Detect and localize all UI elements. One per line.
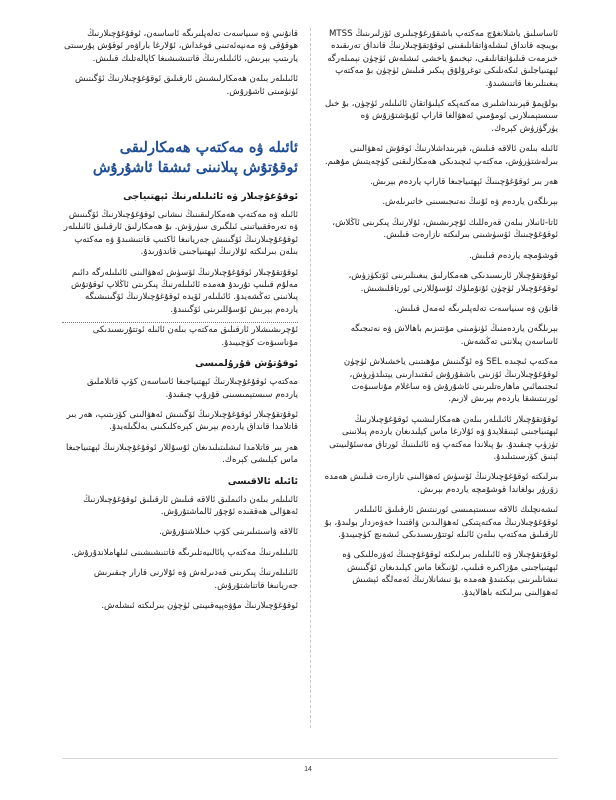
section-title-line-2: ئوقۇتۇش پىلانىنى ئىشقا ئاشۇرۇش [92, 159, 298, 177]
paragraph: ئائىلىلەر بىلەن ھەمكارلىشىش ئارقىلىق ئوقۇغۇچىلارنىڭ ئۆگىنىش ئۈنۈمىنى ئاشۇرۇش. [75, 74, 298, 97]
section-title-line-1: ئائىلە ۋە مەكتەپ ھەمكارلىقى [119, 139, 298, 157]
spacer [62, 106, 298, 128]
paragraph: ئاتا-ئانىلار بىلەن قەرەللىك ئۇچرىشىش، ئۇلارنىڭ پىكرىنى ئاڭلاش، ئوقۇغۇچىنىڭ ئۆسۈشىنى بىرلىكتە نازارەت قىلىش. [332, 217, 558, 241]
paragraph: ئوقۇتقۇچىلار ئوقۇغۇچىلارنىڭ ئۆسۈش ئەھۋالىنى ئائىلىلەرگە دائىم مەلۇم قىلىپ تۇرىدۇ ھەمدە ئائىلىلەرنىڭ پىكرىنى ئاڭلاپ ئوقۇتۇش پىلانىنى تەڭشەيدۇ. ئائىلىلەر ئۆيدە ئوقۇغۇچىلارنىڭ ئۆگىنىشىگە ياردەم بېرىش ئۇسۇللىرىنى ئۆگىنىدۇ. [71, 267, 298, 315]
column-divider [310, 28, 311, 728]
right-column [322, 28, 558, 607]
dotted-separator [62, 322, 298, 323]
paragraph: ئوقۇتقۇچىلار ئوقۇغۇچىلارنىڭ ئۆگىنىش ئەھۋالىنى كۆزىتىپ، ھەر بىر قاتلامدا قانداق ياردەم بېرىش كېرەكلىكىنى بەلگىلەيدۇ. [66, 409, 298, 433]
left-column [62, 28, 298, 620]
paragraph: ئائىلە بىلەن ئالاقە قىلىش، قېرىنداشلارنىڭ ئوقۇش ئەھۋالىنى بىرلەشتۈرۈش، مەكتەپ ئىچىدىكى ھەمكارلىقنى كۈچەيتىش مۇھىم. [324, 144, 558, 167]
paragraph: مەكتەپ ئىچىدە SEL ۋە ئۆگىنىش مۇھىتىنى ياخشىلاش ئۈچۈن ئوقۇغۇچىلارنىڭ ئۆزىنى باشقۇرۇش ئىقتىدارىنى يېتىلدۈرۈش، ئىجتىمائىي ماھارەتلىرىنى ئاشۇرۇش ۋە ساغلام مۇناسىۋەت ئورنىتىشقا ياردەم بېرىش لازىم. [343, 357, 558, 405]
paragraph: قانۇن ۋە سىياسەت تەلەپلىرىگە ئەمەل قىلىش. [394, 303, 558, 314]
section-title [62, 138, 298, 178]
subheading: ئائىلە ئالاقىسى [227, 475, 298, 487]
paragraph: ئائىلىلەرنىڭ پىكرىنى قەدىرلەش ۋە ئۇلارنى قارار چىقىرىش جەريانىغا قاتناشتۇرۇش. [93, 568, 298, 591]
paragraph: ئائىلە ۋە مەكتەپ ھەمكارلىقىنىڭ نىشانى ئوقۇغۇچىلارنىڭ ئۆگىنىش ۋە تەرەققىياتىنى ئىلگىرى سۈرۈش. بۇ ھەمكارلىق ئارقىلىق ئائىلىلەر ئوقۇغۇچىلارنىڭ ئۆگىنىش جەريانىغا ئاكتىپ قاتنىشىدۇ ۋە مەكتەپ بىلەن بىرلىكتە ئۇلارنىڭ ئېھتىياجىنى قاندۇرىدۇ. [63, 210, 298, 258]
paragraph: ئىشەنچلىك ئالاقە سىستېمىسى ئورنىتىش ئارقىلىق ئائىلىلەر ئوقۇغۇچىلارنىڭ مەكتەپتىكى ئەھۋالىدىن ۋاقتىدا خەۋەردار بولىدۇ، بۇ ئارقىلىق مەكتەپ بىلەن ئائىلە ئوتتۇرىسىدىكى ئىشەنچ كۈچىيىدۇ. [324, 505, 558, 540]
paragraph: ئۇچرىشىشلار ئارقىلىق مەكتەپ بىلەن ئائىلە ئوتتۇرىسىدىكى مۇناسىۋەت كۈچىيىدۇ. [92, 325, 298, 348]
paragraph: قوشۇمچە ياردەم قىلىش. [468, 250, 558, 261]
paragraph: ئائىلىلەرنىڭ مەكتەپ پائالىيەتلىرىگە قاتنىشىشىنى ئىلھاملاندۇرۇش. [71, 547, 298, 558]
footer-rule [62, 758, 558, 759]
paragraph: ئاساسلىق باشلانغۇچ مەكتەپ باشقۇرغۇچىلىرى ئۆزلىرىنىڭ MTSS بويىچە قانداق ئىشلەۋاتقانلىقىنى ئوقۇتقۇچىلارنىڭ قانداق تەرىقىدە خىزمەت قىلىۋاتقانلىقى، تېخىمۇ ياخشى ئىشلەش ئۈچۈن نېمىلەرگە ئېھتىياجلىق ئىكەنلىكى توغرۇلۇق پىكىر قىلىش ئۈچۈن بۇ مەكتەپ يىغىنلىرىغا قاتنىشىدۇ. [327, 29, 558, 89]
page-number: 14 [304, 766, 312, 773]
paragraph: ئائىلىلەر بىلەن دائىملىق ئالاقە قىلىش ئارقىلىق ئوقۇغۇچىلارنىڭ ئەھۋالى ھەققىدە ئۇچۇر ئالماشتۇرۇش. [83, 494, 298, 517]
subheading: ئوقۇتۇش قۇرۇلمىسى [195, 358, 298, 370]
paragraph: ئوقۇغۇچىلارنىڭ مۇۋەپپەقىيىتى ئۈچۈن بىرلىكتە ئىشلەش. [101, 600, 298, 611]
paragraph: ئوقۇتقۇچىلار ۋە ئائىلىلەر بىرلىكتە ئوقۇغۇچىنىڭ ئەۋزەللىكى ۋە ئېھتىياجىنى مۇزاكىرە قىلىپ، ئۇنىڭغا ماس كېلىدىغان ئۆگىنىش نىشانلىرىنى بېكىتىدۇ ھەمدە بۇ نىشانلارنىڭ ئەمەلگە ئېشىش ئەھۋالىنى بىرلىكتە باھالايدۇ. [342, 550, 558, 598]
paragraph: مەكتەپ ئوقۇغۇچىلارنىڭ ئېھتىياجىغا ئاساسەن كۆپ قاتلاملىق ياردەم سىستېمىسىنى قۇرۇپ چىقىدۇ. [86, 377, 298, 400]
paragraph: بېرىلگەن ياردەمنىڭ ئۈنۈمىنى مۇنتىزىم باھالاش ۋە نەتىجىگە ئاساسەن پىلاننى تەڭشەش. [350, 324, 558, 347]
subheading: ئوقۇغۇچىلار ۋە ئائىلىلەرنىڭ ئېھتىياجى [123, 191, 298, 203]
paragraph: بىرلىكتە ئوقۇغۇچىلارنىڭ ئۆسۈش ئەھۋالىنى نازارەت قىلىش ھەمدە زۆرۈر بولغاندا قوشۇمچە ياردەم بېرىش. [324, 472, 558, 495]
paragraph: ئوقۇتقۇچىلار ئارىسىدىكى ھەمكارلىق يىغىنلىرىنى ئۆتكۈزۈش، ئوقۇغۇچىلار ئۈچۈن ئۇنۇملۈك ئۇسۇللارنى ئورتاقلىشىش. [348, 271, 558, 294]
paragraph: ھەر بىر قاتلامدا ئىشلىتىلىدىغان ئۇسۇللار ئوقۇغۇچىلارنىڭ ئېھتىياجىغا ماس كېلىشى كېرەك. [66, 442, 298, 466]
paragraph: ھەر بىر ئوقۇغۇچىنىڭ ئېھتىياجىغا قاراپ ياردەم بېرىش. [369, 177, 558, 188]
paragraph: بېرىلگەن ياردەم ۋە ئۇنىڭ نەتىجىسىنى خاتىرىلەش. [382, 197, 558, 208]
paragraph: بولۇپمۇ قېرىنداشلىرى مەكتەپكە كېلىۋاتقان ئائىلىلەر ئۈچۈن، بۇ خىل سىستېمىلارنى ئومۇمىي ئەھۋالغا قاراپ ئۇيۇشتۇرۇش ۋە يۈرگۈزۈش كېرەك. [324, 99, 558, 134]
paragraph: قانۇنىي ۋە سىياسەت تەلەپلىرىگە ئاساسەن، ئوقۇغۇچىلارنىڭ ھوقۇقى ۋە مەنپەئەتىنى قوغداش، ئۇلارغا باراۋەر ئوقۇش پۇرسىتى يارىتىپ بېرىش، ئائىلىلەرنىڭ قاتنىشىشىغا كاپالەتلىك قىلىش. [63, 29, 298, 64]
paragraph: ئوقۇتقۇچىلار ئائىلىلەر بىلەن ھەمكارلىشىپ ئوقۇغۇچىلارنىڭ ئېھتىياجىنى ئېنىقلايدۇ ۋە ئۇلارغا ماس كېلىدىغان ياردەم پىلانىنى تۈزۈپ چىقىدۇ. بۇ پىلاندا مەكتەپ ۋە ئائىلىنىڭ ئورتاق مەسئۇلىيىتى ئېنىق كۆرسىتىلىدۇ. [329, 414, 558, 462]
paragraph: ئالاقە ۋاسىتىلىرىنى كۆپ خىللاشتۇرۇش. [159, 527, 298, 538]
